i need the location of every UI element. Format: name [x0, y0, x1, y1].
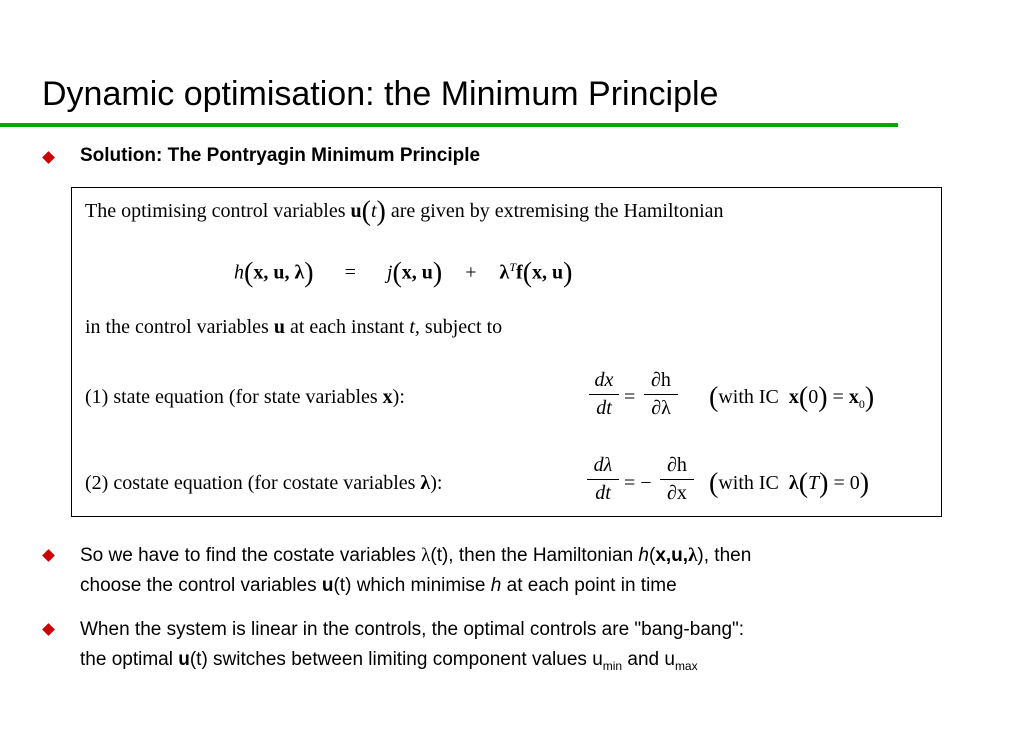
bang-bang-text: When the system is linear in the controls, the optimal controls are "bang-bang": the optimal u(t) switches between limiting component values $u_{min}$ and $u_{max}$	[80, 619, 745, 673]
title-divider	[0, 123, 898, 127]
section-heading: Solution: The Pontryagin Minimum Principle	[80, 145, 481, 166]
state-equals: =	[624, 386, 636, 408]
state-initial-condition: (with IC $x(0) = x_0$)	[709, 382, 875, 413]
bullet-diamond-icon	[42, 151, 55, 164]
bullet-diamond-icon	[42, 623, 55, 636]
state-derivative-fraction: dx dt	[589, 369, 619, 420]
costate-derivative-fraction: dλ dt	[587, 454, 619, 505]
costate-equation-label: (2) costate equation (for costate variables λ):	[85, 472, 443, 494]
principle-box	[71, 187, 942, 517]
box-intro-line: The optimising control variables u(t) are given by extremising the Hamiltonian	[85, 196, 724, 227]
state-equation-label: (1) state equation (for state variables x):	[85, 386, 405, 408]
hamiltonian-equation: h(x, u, λ) = j(x, $u) + \lambda^Tf(x$, u)	[234, 257, 573, 289]
costate-initial-condition: (with IC λ(T) = 0)	[709, 468, 870, 499]
costate-equals-minus: = −	[624, 472, 652, 494]
costate-summary-text: So we have to find the costate variables λ(t), then the Hamiltonian h(x,u,λ), then choose the control variables u(t) which minimise h at each point in time	[80, 545, 752, 596]
page-title: Dynamic optimisation: the Minimum Principle	[42, 75, 719, 113]
bullet-diamond-icon	[42, 549, 55, 562]
box-constraint-line: in the control variables u at each instant t, subject to	[85, 316, 503, 338]
costate-partial-fraction: ∂h ∂x	[660, 454, 694, 505]
state-partial-fraction: ∂h ∂λ	[644, 369, 678, 420]
